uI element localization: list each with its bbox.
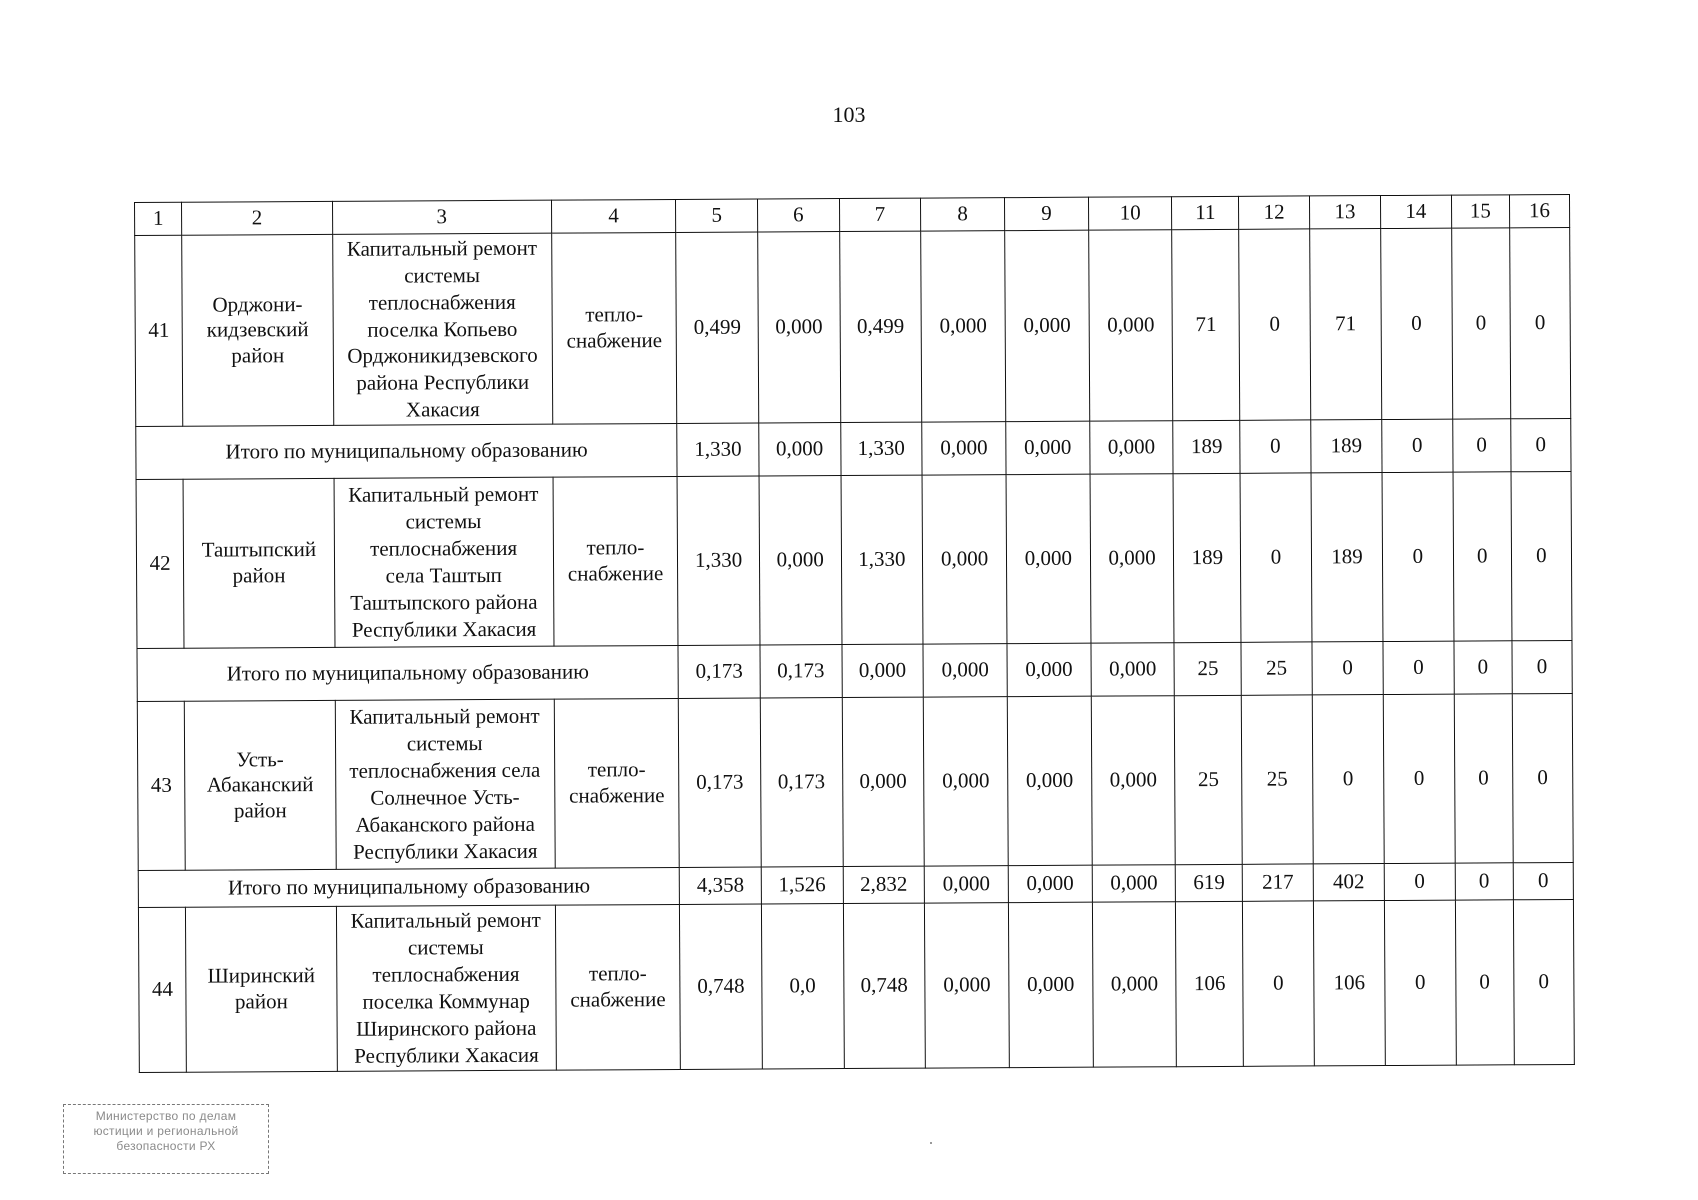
value-cell: 0,000 bbox=[842, 697, 925, 866]
district-name: Ширинский район bbox=[186, 906, 337, 1072]
project-type: тепло- снабжение bbox=[551, 232, 677, 424]
value-cell: 0,499 bbox=[676, 232, 759, 423]
total-value-cell: 0,000 bbox=[923, 644, 1007, 697]
column-number-header: 10 bbox=[1088, 197, 1172, 230]
value-cell: 0,000 bbox=[1091, 696, 1176, 865]
value-cell: 0,173 bbox=[760, 698, 843, 867]
total-value-cell: 0,000 bbox=[924, 866, 1008, 903]
value-cell: 0,000 bbox=[1007, 696, 1092, 865]
value-cell: 0 bbox=[1239, 229, 1311, 420]
column-number-header: 1 bbox=[135, 202, 182, 235]
total-value-cell: 0,000 bbox=[922, 422, 1006, 475]
total-value-cell: 0,000 bbox=[842, 644, 924, 697]
page-number: 103 bbox=[832, 102, 866, 127]
column-number-header: 13 bbox=[1309, 196, 1380, 229]
district-name: Орджони- кидзевский район bbox=[182, 234, 333, 426]
value-cell: 0 bbox=[1454, 694, 1513, 863]
value-cell: 0 bbox=[1451, 228, 1510, 419]
value-cell: 25 bbox=[1241, 695, 1313, 864]
total-value-cell: 0,173 bbox=[760, 645, 842, 698]
value-cell: 0,000 bbox=[1092, 902, 1177, 1067]
total-value-cell: 0 bbox=[1384, 863, 1455, 900]
value-cell: 189 bbox=[1174, 473, 1242, 642]
value-cell: 0,000 bbox=[922, 475, 1007, 644]
column-number-header: 5 bbox=[676, 199, 758, 232]
total-value-cell: 0,000 bbox=[1008, 865, 1092, 902]
total-value-cell: 189 bbox=[1311, 420, 1382, 473]
value-cell: 0,000 bbox=[925, 903, 1010, 1068]
total-value-cell: 1,330 bbox=[677, 423, 759, 476]
total-value-cell: 189 bbox=[1173, 420, 1240, 473]
total-value-cell: 0,173 bbox=[678, 645, 760, 698]
value-cell: 0,000 bbox=[923, 697, 1008, 866]
value-cell: 0,000 bbox=[921, 231, 1006, 422]
district-name: Таштыпский район bbox=[183, 478, 334, 648]
project-row bbox=[135, 227, 1571, 426]
value-cell: 0,000 bbox=[758, 232, 841, 423]
column-number-header: 15 bbox=[1451, 195, 1509, 228]
total-value-cell: 0,000 bbox=[759, 423, 841, 476]
value-cell: 106 bbox=[1176, 901, 1244, 1066]
value-cell: 0 bbox=[1243, 901, 1315, 1066]
value-cell: 0 bbox=[1382, 472, 1454, 641]
column-number-header: 6 bbox=[757, 199, 839, 232]
budget-table bbox=[134, 194, 1575, 1073]
total-label: Итого по муниципальному образованию bbox=[138, 867, 680, 907]
value-cell: 1,330 bbox=[841, 475, 924, 644]
total-row bbox=[136, 418, 1571, 479]
total-value-cell: 0,000 bbox=[1089, 421, 1173, 474]
value-cell: 25 bbox=[1175, 695, 1243, 864]
value-cell: 71 bbox=[1310, 229, 1382, 420]
column-number-header: 4 bbox=[551, 199, 676, 233]
total-value-cell: 0,000 bbox=[1092, 865, 1176, 902]
total-value-cell: 402 bbox=[1313, 864, 1384, 901]
total-value-cell: 25 bbox=[1174, 642, 1241, 695]
value-cell: 71 bbox=[1172, 229, 1240, 420]
project-type: тепло- снабжение bbox=[555, 904, 681, 1070]
total-value-cell: 0 bbox=[1383, 641, 1454, 694]
value-cell: 0,000 bbox=[1005, 230, 1090, 421]
value-cell: 0,000 bbox=[1088, 230, 1173, 421]
total-row bbox=[137, 640, 1572, 701]
total-value-cell: 0 bbox=[1312, 642, 1383, 695]
column-number-header: 16 bbox=[1509, 194, 1569, 227]
total-label: Итого по муниципальному образованию bbox=[136, 423, 678, 479]
value-cell: 0 bbox=[1455, 900, 1514, 1065]
value-cell: 0 bbox=[1312, 695, 1384, 864]
value-cell: 0 bbox=[1381, 228, 1453, 419]
row-number: 41 bbox=[135, 235, 183, 426]
column-number-header: 8 bbox=[921, 198, 1005, 231]
value-cell: 0,748 bbox=[843, 903, 926, 1068]
project-description: Капитальный ремонт системы теплоснабжения поселка Копьево Орджоникидзевского района Республики Хакасия bbox=[332, 233, 552, 425]
project-row bbox=[137, 693, 1573, 870]
value-cell: 0,499 bbox=[839, 231, 922, 422]
value-cell: 0,0 bbox=[761, 904, 844, 1069]
column-number-header: 14 bbox=[1380, 195, 1451, 228]
value-cell: 189 bbox=[1311, 473, 1383, 642]
value-cell: 0,748 bbox=[680, 904, 763, 1069]
value-cell: 106 bbox=[1313, 901, 1385, 1066]
value-cell: 0 bbox=[1511, 471, 1572, 640]
district-name: Усть- Абаканский район bbox=[185, 700, 336, 870]
value-cell: 1,330 bbox=[677, 476, 760, 645]
value-cell: 0 bbox=[1509, 227, 1570, 418]
total-value-cell: 0 bbox=[1382, 419, 1453, 472]
column-number-header: 11 bbox=[1172, 196, 1239, 229]
row-number: 42 bbox=[136, 479, 184, 648]
stamp-line: безопасности РХ bbox=[116, 1139, 216, 1153]
project-type: тепло- снабжение bbox=[554, 698, 680, 868]
project-description: Капитальный ремонт системы теплоснабжения села Таштып Таштыпского района Республики Хакасия bbox=[334, 477, 554, 647]
total-value-cell: 0,000 bbox=[1007, 643, 1091, 696]
value-cell: 0,000 bbox=[1006, 474, 1091, 643]
scan-speck bbox=[930, 1142, 932, 1144]
value-cell: 0,173 bbox=[679, 698, 762, 867]
total-value-cell: 0 bbox=[1454, 641, 1512, 694]
value-cell: 0,000 bbox=[1090, 474, 1175, 643]
total-value-cell: 0,000 bbox=[1091, 643, 1175, 696]
total-value-cell: 0 bbox=[1512, 640, 1573, 693]
column-number-header: 7 bbox=[839, 198, 921, 231]
value-cell: 0 bbox=[1383, 694, 1455, 863]
column-number-header: 9 bbox=[1004, 197, 1088, 230]
project-row bbox=[136, 471, 1572, 648]
project-description: Капитальный ремонт системы теплоснабжения поселка Коммунар Ширинского района Республики Хакасия bbox=[336, 905, 556, 1071]
value-cell: 0 bbox=[1240, 473, 1312, 642]
value-cell: 0,000 bbox=[1008, 902, 1093, 1067]
stamp-line: юстиции и региональной bbox=[93, 1124, 239, 1138]
column-number-header: 3 bbox=[332, 200, 551, 234]
row-number: 43 bbox=[137, 701, 185, 870]
value-cell: 0 bbox=[1453, 472, 1512, 641]
value-cell: 0,000 bbox=[759, 476, 842, 645]
total-value-cell: 0 bbox=[1452, 419, 1510, 472]
total-value-cell: 0 bbox=[1513, 862, 1573, 899]
total-value-cell: 0,000 bbox=[1006, 421, 1090, 474]
total-value-cell: 2,832 bbox=[843, 866, 925, 903]
total-value-cell: 1,526 bbox=[761, 867, 843, 904]
stamp-line: Министерство по делам bbox=[95, 1109, 237, 1123]
total-value-cell: 0 bbox=[1240, 420, 1311, 473]
total-value-cell: 0 bbox=[1455, 863, 1513, 900]
row-number: 44 bbox=[138, 907, 186, 1072]
total-value-cell: 619 bbox=[1176, 864, 1243, 901]
total-value-cell: 0 bbox=[1510, 418, 1571, 471]
total-value-cell: 217 bbox=[1242, 864, 1313, 901]
total-label: Итого по муниципальному образованию bbox=[137, 645, 679, 701]
value-cell: 0 bbox=[1513, 899, 1574, 1064]
registration-stamp bbox=[63, 1104, 269, 1174]
project-type: тепло- снабжение bbox=[553, 476, 679, 646]
value-cell: 0 bbox=[1384, 900, 1456, 1065]
total-value-cell: 25 bbox=[1241, 642, 1312, 695]
total-value-cell: 4,358 bbox=[680, 867, 762, 904]
project-row bbox=[138, 899, 1574, 1072]
total-value-cell: 1,330 bbox=[840, 422, 922, 475]
column-number-header: 12 bbox=[1239, 196, 1310, 229]
column-number-header: 2 bbox=[182, 201, 333, 235]
value-cell: 0 bbox=[1512, 693, 1573, 862]
project-description: Капитальный ремонт системы теплоснабжения села Солнечное Усть- Абаканского района Республики Хакасия bbox=[335, 699, 555, 869]
